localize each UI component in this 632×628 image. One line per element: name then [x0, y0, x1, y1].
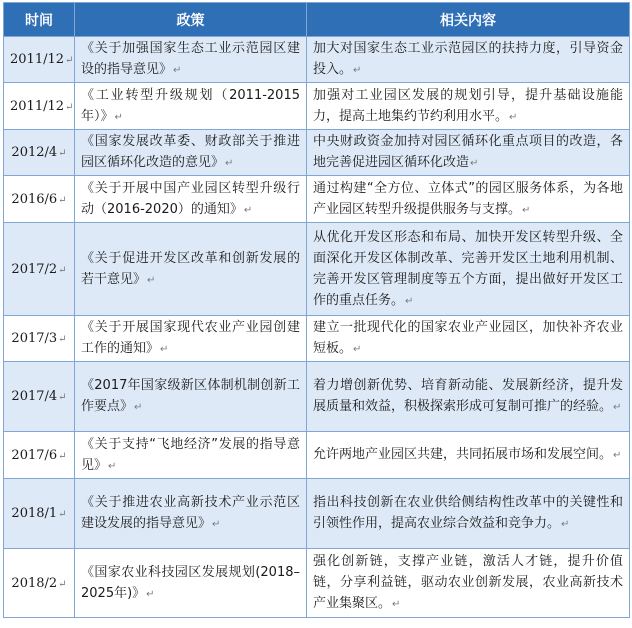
- cell-time: [4, 316, 75, 362]
- cell-content: [307, 130, 630, 176]
- paragraph-mark-icon: ↵: [353, 344, 362, 355]
- paragraph-mark-icon: ↵: [58, 392, 67, 403]
- cell-policy: [75, 37, 307, 83]
- cell-content: [307, 316, 630, 362]
- cell-policy-text: 《关于促进开发区改革和创新发展的若干意见》: [81, 250, 300, 287]
- table-row: [4, 549, 630, 618]
- cell-policy: [75, 362, 307, 432]
- table-row: [4, 223, 630, 316]
- cell-content: [307, 176, 630, 223]
- cell-content-text: 强化创新链，支撑产业链，激活人才链，提升价值链，分享利益链，驱动农业创新发展，农业高新技术产业集聚区。: [313, 554, 623, 611]
- paragraph-mark-icon: ↵: [613, 450, 622, 461]
- paragraph-mark-icon: ↵: [353, 65, 362, 76]
- cell-policy-text: 《关于支持“飞地经济”发展的指导意见》: [81, 436, 300, 473]
- policy-table: [3, 2, 630, 618]
- paragraph-mark-icon: ↵: [114, 111, 123, 123]
- paragraph-mark-icon: ↵: [392, 599, 401, 610]
- cell-time-text: 2011/12: [10, 52, 65, 67]
- paragraph-mark-icon: ↵: [160, 344, 169, 355]
- paragraph-mark-icon: ↵: [58, 578, 67, 590]
- cell-content-text: 允许两地产业园区共建，共同拓展市场和发展空间。: [313, 447, 613, 462]
- cell-time: [4, 223, 75, 316]
- paragraph-mark-icon: ↵: [108, 460, 117, 472]
- cell-content-text: 加大对国家生态工业示范园区的扶持力度，引导资金投入。: [313, 41, 623, 77]
- paragraph-mark-icon: ↵: [212, 519, 221, 530]
- cell-policy: [75, 316, 307, 362]
- paragraph-mark-icon: ↵: [58, 264, 67, 276]
- cell-time: [4, 479, 75, 549]
- cell-time: [4, 130, 75, 176]
- header-policy: 政策: [75, 3, 307, 37]
- paragraph-mark-icon: ↵: [134, 402, 143, 413]
- cell-content-text: 指出科技创新在农业供给侧结构性改革中的关键性和引领性作用，提高农业综合效益和竞争力。: [313, 495, 623, 531]
- table-row: [4, 83, 630, 130]
- header-row: [4, 3, 630, 37]
- cell-policy-text: 《关于开展中国产业园区转型升级行动（2016-2020）的通知》: [81, 180, 300, 217]
- table-row: [4, 37, 630, 83]
- paragraph-mark-icon: ↵: [58, 194, 67, 206]
- cell-time-text: 2017/3: [11, 331, 58, 346]
- cell-time: [4, 362, 75, 432]
- cell-policy: [75, 223, 307, 316]
- paragraph-mark-icon: ↵: [58, 334, 67, 345]
- paragraph-mark-icon: ↵: [405, 295, 414, 307]
- cell-policy-text: 《国家农业科技园区发展规划(2018–2025年)》: [81, 564, 300, 601]
- table-row: [4, 130, 630, 176]
- paragraph-mark-icon: ↵: [561, 519, 570, 530]
- cell-time: [4, 432, 75, 479]
- cell-policy: [75, 432, 307, 479]
- paragraph-mark-icon: ↵: [173, 65, 182, 76]
- cell-time: [4, 83, 75, 130]
- cell-time: [4, 549, 75, 618]
- cell-content-text: 建立一批现代化的国家农业产业园区，加快补齐农业短板。: [313, 320, 623, 356]
- paragraph-mark-icon: ↵: [147, 274, 156, 286]
- cell-time-text: 2011/12: [10, 98, 65, 114]
- cell-content-text: 加强对工业园区发展的规划引导，提升基础设施能力，提高土地集约节约利用水平。: [313, 87, 623, 124]
- cell-policy-text: 《国家发展改革委、财政部关于推进园区循环化改造的意见》: [81, 134, 300, 170]
- paragraph-mark-icon: ↵: [613, 402, 622, 413]
- header-time: 时间: [4, 3, 75, 37]
- paragraph-mark-icon: ↵: [146, 588, 155, 600]
- table-row: [4, 316, 630, 362]
- cell-content-text: 通过构建“全方位、立体式”的园区服务体系，为各地产业园区转型升级提供服务与支撑。: [313, 180, 623, 217]
- paragraph-mark-icon: ↵: [65, 55, 74, 66]
- cell-content: [307, 223, 630, 316]
- cell-time-text: 2017/6: [11, 447, 58, 463]
- table-row: [4, 362, 630, 432]
- paragraph-mark-icon: ↵: [522, 204, 531, 216]
- table-row: [4, 479, 630, 549]
- cell-time: [4, 37, 75, 83]
- cell-time-text: 2012/4: [11, 145, 58, 160]
- cell-policy: [75, 130, 307, 176]
- cell-policy-text: 《关于加强国家生态工业示范园区建设的指导意见》: [81, 41, 300, 77]
- cell-content: [307, 83, 630, 130]
- paragraph-mark-icon: ↵: [58, 509, 67, 520]
- table-header: [4, 3, 630, 37]
- table-body: [4, 37, 630, 618]
- cell-content-text: 中央财政资金加持对园区循环化重点项目的改造，各地完善促进园区循环化改造: [313, 134, 623, 170]
- cell-time: [4, 176, 75, 223]
- cell-content-text: 着力增创新优势、培育新动能、发展新经济，提升发展质量和效益，积极探索形成可复制可推广的经验。: [313, 378, 623, 414]
- header-content: 相关内容: [307, 3, 630, 37]
- paragraph-mark-icon: ↵: [243, 204, 253, 216]
- cell-time-text: 2017/2: [11, 261, 58, 277]
- cell-policy: [75, 549, 307, 618]
- cell-content: [307, 549, 630, 618]
- cell-content: [307, 479, 630, 549]
- cell-time-text: 2018/1: [11, 506, 58, 521]
- cell-content-text: 从优化开发区形态和布局、加快开发区转型升级、全面深化开发区体制改革、完善开发区土地利用机制、完善开发区管理制度等五个方面，提出做好开发区工作的重点任务。: [313, 229, 623, 308]
- cell-time-text: 2017/4: [11, 389, 58, 404]
- cell-policy-text: 《2017年国家级新区体制机制创新工作要点》: [81, 378, 300, 414]
- cell-content: [307, 362, 630, 432]
- cell-policy-text: 《工业转型升级规划（2011-2015年）》: [81, 87, 300, 124]
- paragraph-mark-icon: ↵: [225, 158, 234, 169]
- paragraph-mark-icon: ↵: [470, 158, 479, 169]
- paragraph-mark-icon: ↵: [509, 111, 518, 123]
- cell-policy: [75, 479, 307, 549]
- cell-policy-text: 《关于开展国家现代农业产业园创建工作的通知》: [81, 320, 300, 356]
- paragraph-mark-icon: ↵: [58, 450, 67, 462]
- cell-policy: [75, 176, 307, 223]
- cell-time-text: 2018/2: [11, 575, 58, 591]
- cell-content: [307, 432, 630, 479]
- cell-policy-text: 《关于推进农业高新技术产业示范区建设发展的指导意见》: [81, 495, 300, 531]
- cell-policy: [75, 83, 307, 130]
- paragraph-mark-icon: ↵: [58, 148, 67, 159]
- table-row: [4, 176, 630, 223]
- paragraph-mark-icon: ↵: [65, 101, 74, 113]
- table-row: [4, 432, 630, 479]
- cell-content: [307, 37, 630, 83]
- cell-time-text: 2016/6: [11, 191, 58, 207]
